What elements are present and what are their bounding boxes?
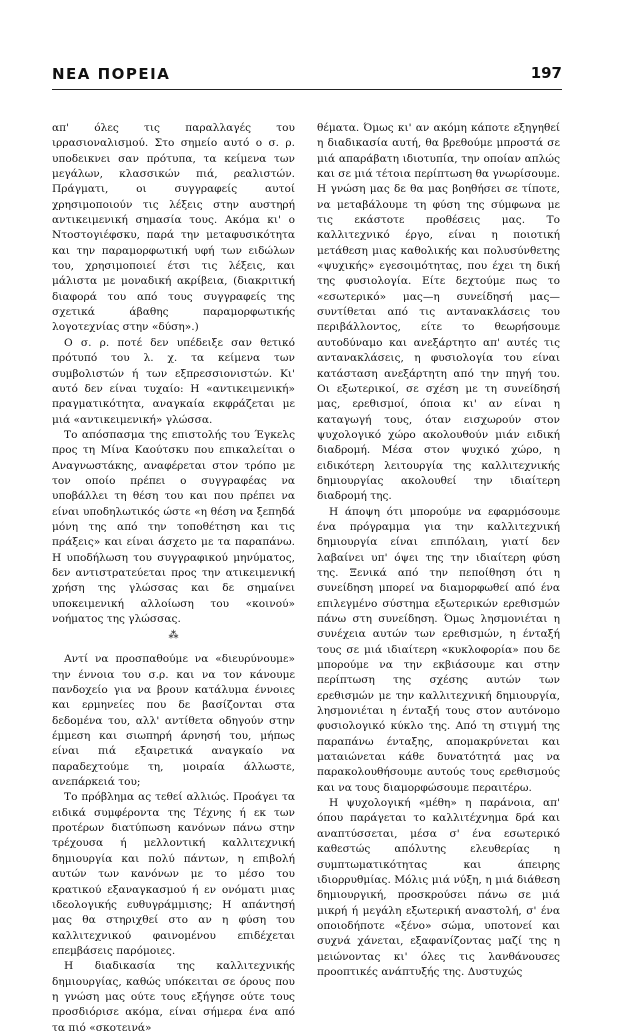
page-number: 197 bbox=[530, 64, 562, 82]
paragraph: Η άποψη ότι μπορούμε να εφαρμόσουμε ένα πρόγραμμα για την καλλιτεχνική δημιουργία είναι επιπόλαιη, γιατί δεν λαβαίνει υπ' όψει της την ιδιαίτερη φύση της. Ξενικά από την πεποίθηση ότι η συνείδηση μπορεί να διαμορφωθεί από ένα επιλεγμένο σύστημα εξωτερικών ερεθισμών πάνω στη συνείδηση. Όμως λησμονιέται η συνέχεια αυτών των ερεθισμών, η ένταξή τους σε μιά ιδιαίτερη «κυκλοφορία» που δε μπορούμε να την εκβιάσουμε και στην περίπτωση της σχέσης αυτών των ερεθισμών με την καλλιτεχνική δημιουργία, λησμονιέται η ένταξή τους στον αυτόνομο φυσιολογικό κύκλο της. Από τη στιγμή της παραπάνω ένταξης, απομακρύνεται και ματαιώνεται κάθε δυνατότητά μας να παρακολουθήσουμε αυτούς τους ερεθισμούς και να τους διαμορφώσουμε περαιτέρω. bbox=[317, 505, 560, 794]
paragraph: Η διαδικασία της καλλιτεχνικής δημιουργίας, καθώς υπόκειται σε όρους που η γνώση μας ούτε τους εξήγησε ούτε τους προσδιόρισε ακόμα, είναι σήμερα ένα από τα πιό «σκοτεινά» bbox=[52, 960, 295, 1034]
paragraph: απ' όλες τις παραλλαγές του ιρρασιοναλισμού. Στο σημείο αυτό ο σ. ρ. υποδεικνει σαν πρότυπα, τα κείμενα των μεγάλων, κλασσικών πιά, ρεαλιστών. Πράγματι, οι συγγραφείς αυτοί χρησιμοποιούν τις λέξεις στην αυστηρή αντικειμενική σημασία τους. Ακόμα κι' ο Ντοστογιέφσκυ, παρά την μεταφυσικότητα και την παραμορφωτική υφή των ειδώλων του, χρησιμοποιεί έτσι τις λέξεις, και μάλιστα με μοναδική ακρίβεια, (διακριτική διαφορά του από τους συγγραφείς της σχετικά άβαθης παραμορφωτικής λογοτεχνίας στην «δύση».) bbox=[52, 122, 295, 334]
paragraph: Ο σ. ρ. ποτέ δεν υπέδειξε σαν θετικό πρότυπό του λ. χ. τα κείμενα των συμβολιστών ή των εξπρεσσιονιστών. Κι' αυτό δεν είναι τυχαίο: Η «αντικειμενική» πραγματικότητα, αναγκαία εκφράζεται με μιά «αντικειμενική» γλώσσα. bbox=[52, 336, 295, 426]
paragraph: Το πρόβλημα ας τεθεί αλλιώς. Προάγει τα ειδικά συμφέροντα της Τέχνης ή εκ των προτέρων διατύπωση κανόνων πάνω στην τρέχουσα ή μελλοντική καλλιτεχνική δημιουργία και πολύ πάντων, η επιβολή αυτών των κανόνων με το μέσο του κρατικού εξαναγκασμού ή εν ονόματι μιας ιδεολογικής ευθυγράμμισης; Η απάντησή μας θα στηριχθεί στο αν η φύση του καλλιτεχνικού φαινομένου επιδέχεται επεμβάσεις παρόμοιες. bbox=[52, 791, 295, 957]
paragraph: θέματα. Όμως κι' αν ακόμη κάποτε εξηγηθεί η διαδικασία αυτή, θα βρεθούμε μπροστά σε μιά απαράβατη ιδιοτυπία, την οποίαν απλώς και σε μιά τέτοια περίπτωση θα γνωρίσουμε. Η γνώση μας δε θα μας βοηθήσει σε τίποτε, να μεταβάλουμε τη φύση της σύμφωνα με τις εκάστοτε προθέσεις μας. Το καλλιτεχνικό έργο, είναι η ποιοτική μετάθεση μιας καθολικής και πολυσύνθετης «ψυχικής» εγεσοιμότητας, που έχει τη δική της φυσιολογία. Είτε δεχτούμε πως το «εσωτερικό» μας—η συνείδησή μας—συντίθεται από τις αντανακλάσεις του περιβάλλοντος, είτε το θεωρήσουμε αυτοδύναμο και ανεξάρτητο απ' αυτές τις αντανακλάσεις, η φυσιολογία του είναι κατάσταση ανεξάρτητη από την πηγή του. Οι εξωτερικοί, σε σχέση με τη συνείδησή μας, ερεθισμοί, όποια κι' αν είναι η καταγωγή τους, όταν εισχωρούν στον ψυχολογικό χώρο ακολουθούν μιάν ειδική διαδρομή. Μέσα στον ψυχικό χώρο, η ειδικότερη λειτουργία της καλλιτεχνικής δημιουργίας ακολουθεί την ιδιαίτερη διαδρομή της. bbox=[317, 122, 560, 503]
paragraph: Το απόσπασμα της επιστολής του Έγκελς προς τη Μίνα Καούτσκυ που επικαλείται ο Αναγνωστάκης, αναφέρεται στον τρόπο με τον οποίο πρέπει ο συγγραφέας να υποβάλλει τη θέση του και που πρέπει να είναι υποδηλωτικός ώστε «η θέση να ξεπηδά μόνη της από την τοποθέτηση και τις πράξεις» και είναι άσχετο με τα παραπάνω. Η υποδήλωση του συγγραφικού μηνύματος, δεν αντιστρατεύεται προς την ατικειμενική χρήση της γλώσσας και δε σημαίνει υποκειμενική αλλοίωση του «κοινού» νοήματος της γλώσσας. bbox=[52, 428, 295, 625]
running-header bbox=[52, 63, 562, 90]
journal-title: ΝΕΑ ΠΟΡΕΙΑ bbox=[52, 65, 171, 83]
paragraph: Η ψυχολογική «μέθη» η παράνοια, απ' όπου παράγεται το καλλιτέχνημα δρά και αναπτύσσεται, μέσα σ' ένα εσωτερικό καθεστώς απόλυτης ελευθερίας η συμπτωματικότητας και άπειρης ιδιορρυθμίας. Μόλις μιά νύξη, η μιά διάθεση δημιουργική, προσκρούσει πάνω σε μιά μικρή ή μεγάλη εξωτερική αναστολή, σ' ένα οποιοδήποτε «ξένο» σώμα, υποτονεί και συχνά χάνεται, εξαφανίζοντας μαζί της η μειώνοντας κι' όλες τις λανθάνουσες προοπτικές ανάπτυξής της. Δυστυχώς bbox=[317, 797, 560, 978]
right-column bbox=[317, 121, 560, 980]
left-column bbox=[52, 121, 295, 1036]
section-separator: ⁂ bbox=[168, 630, 179, 642]
paragraph: Αντί να προσπαθούμε να «διευρύνουμε» την έννοια του σ.ρ. και να τον κάνουμε πανδοχείο για να βρουν κατάλυμα έννοιες και ερμηνείες που δε βασίζονται στα δεδομένα του, αλλ' αντίθετα οδηγούν στην έμμεση και σιωπηρή άρνησή του, μήπως είναι πιά εξαιρετικά αναγκαίο να παραδεχτούμε τη, μοιραία άλλωστε, ανεπάρκειά του; bbox=[52, 653, 295, 789]
